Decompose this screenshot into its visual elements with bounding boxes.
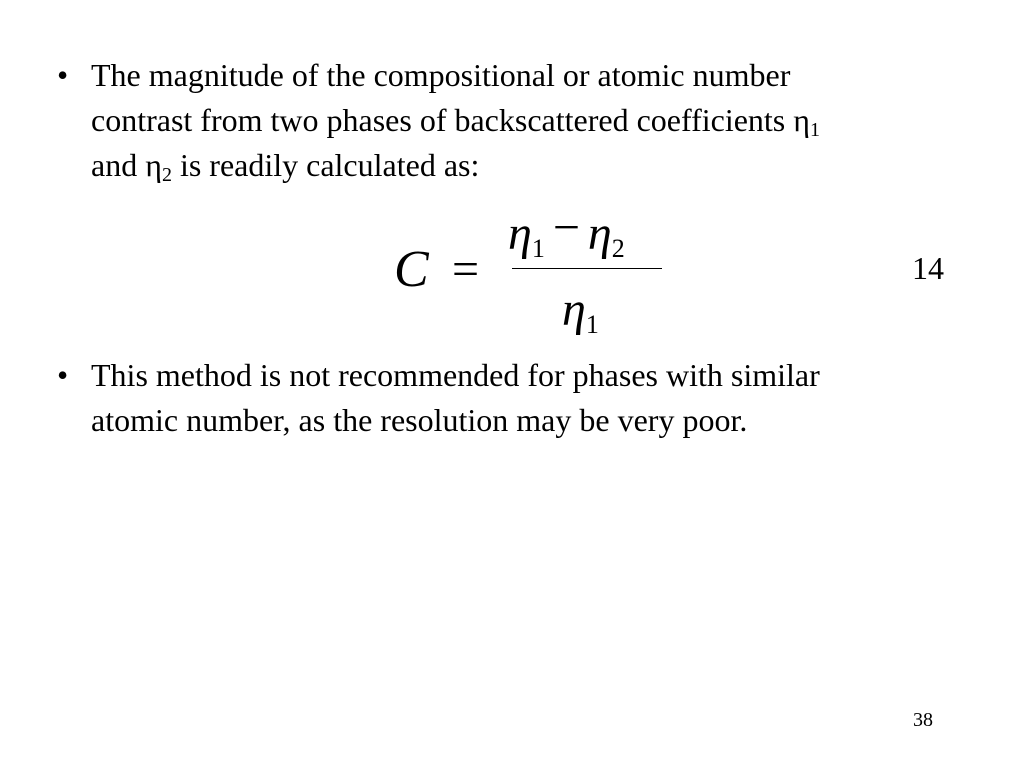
bullet1-line3 — [91, 143, 991, 188]
bullet-point-1 — [0, 53, 1024, 193]
bullet1-line1: The magnitude of the compositional or atomic number — [91, 57, 791, 93]
bullet-text-2 — [91, 353, 991, 443]
denominator-eta: η — [562, 283, 586, 336]
bullet-marker: • — [57, 57, 69, 93]
page-number: 38 — [913, 709, 933, 731]
equation-denominator — [562, 281, 599, 339]
bullet1-line2 — [91, 98, 991, 143]
numerator-index-2: 2 — [611, 234, 625, 263]
bullet1-line3-post: is readily calculated as: — [171, 147, 480, 183]
bullet1-line3-pre: and η — [91, 147, 162, 183]
subscript-1: 1 — [809, 119, 820, 141]
numerator-eta-2: η — [587, 207, 612, 260]
fraction-bar — [512, 268, 662, 269]
bullet2-line2: atomic number, as the resolution may be very poor. — [91, 402, 748, 438]
equation-numerator — [508, 201, 625, 263]
bullet-text-1 — [91, 53, 991, 188]
contrast-equation — [390, 201, 690, 345]
equation-lhs: C — [394, 241, 429, 298]
bullet1-line2-text: contrast from two phases of backscattered coefficients η — [91, 102, 810, 138]
bullet2-line1: This method is not recommended for phases with similar — [91, 357, 820, 393]
numerator-eta-1: η — [508, 207, 532, 260]
equation-equals: = — [452, 243, 480, 296]
bullet-point-2 — [0, 353, 1024, 453]
equation-minus: − — [552, 201, 580, 254]
equation-number: 14 — [912, 250, 944, 286]
subscript-2: 2 — [161, 164, 172, 186]
bullet-marker: • — [57, 357, 69, 393]
denominator-index: 1 — [585, 310, 599, 339]
numerator-index-1: 1 — [531, 234, 545, 263]
